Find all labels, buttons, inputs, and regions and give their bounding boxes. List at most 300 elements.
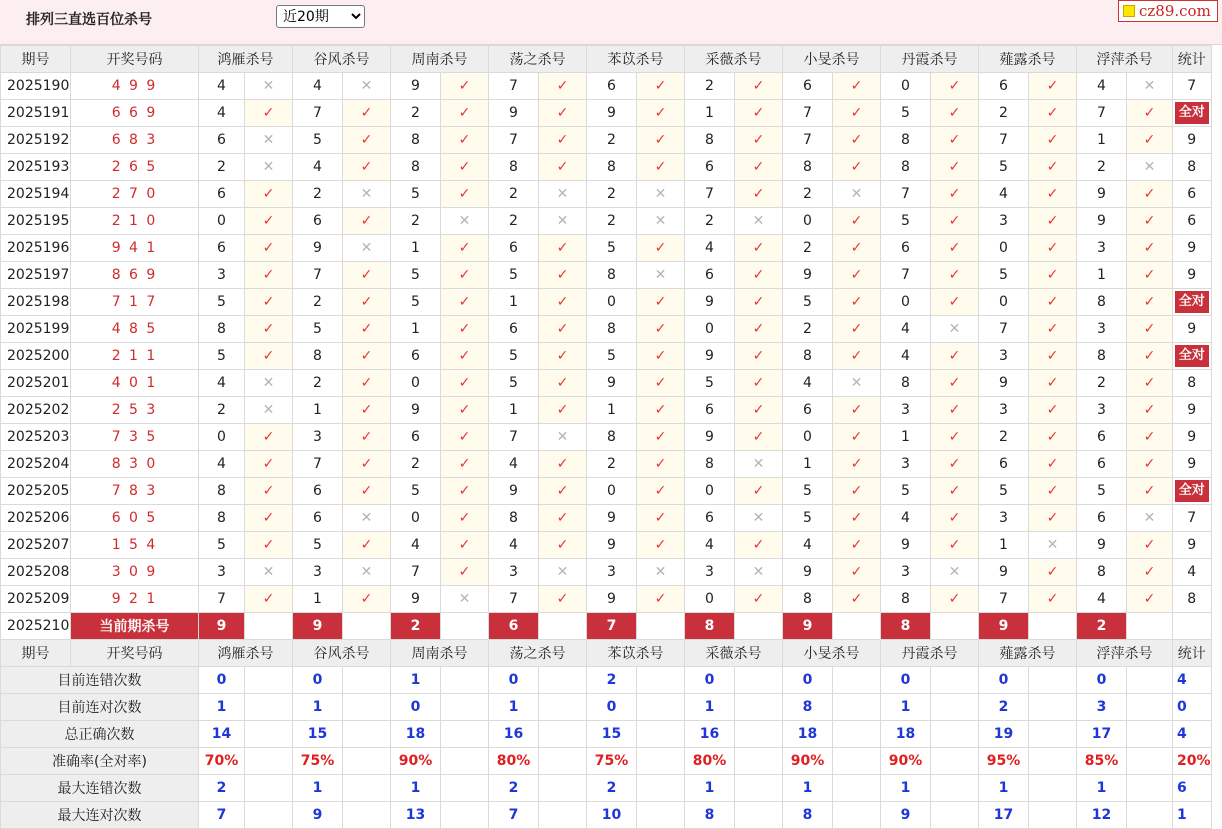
check-icon: ✓ bbox=[735, 316, 783, 343]
period-cell: 2025199 bbox=[1, 316, 71, 343]
summary-value: 16 bbox=[685, 721, 735, 748]
check-icon: ✓ bbox=[1127, 262, 1173, 289]
kill-number-cell: 8 bbox=[783, 154, 833, 181]
summary-value: 19 bbox=[979, 721, 1029, 748]
current-kill-blank bbox=[637, 613, 685, 640]
summary-spacer bbox=[539, 802, 587, 829]
summary-spacer bbox=[931, 694, 979, 721]
kill-number-cell: 7 bbox=[881, 181, 931, 208]
period-cell: 2025209 bbox=[1, 586, 71, 613]
all-correct-badge: 全对 bbox=[1175, 480, 1209, 502]
kill-number-cell: 2 bbox=[587, 208, 637, 235]
kill-number-cell: 7 bbox=[979, 586, 1029, 613]
check-icon: ✓ bbox=[441, 397, 489, 424]
draw-number-cell: 6 0 5 bbox=[71, 505, 199, 532]
kill-number-cell: 9 bbox=[685, 343, 735, 370]
stat-cell: 9 bbox=[1173, 127, 1212, 154]
summary-spacer bbox=[441, 721, 489, 748]
kill-number-cell: 5 bbox=[391, 289, 441, 316]
check-icon: ✓ bbox=[1127, 289, 1173, 316]
kill-number-cell: 4 bbox=[293, 154, 343, 181]
stat-cell: 9 bbox=[1173, 262, 1212, 289]
stat-cell: 7 bbox=[1173, 505, 1212, 532]
summary-value: 1 bbox=[979, 775, 1029, 802]
check-icon: ✓ bbox=[1127, 478, 1173, 505]
kill-number-cell: 4 bbox=[489, 451, 539, 478]
period-cell: 2025201 bbox=[1, 370, 71, 397]
check-icon: ✓ bbox=[441, 262, 489, 289]
table-row bbox=[1, 127, 1212, 154]
check-icon: ✓ bbox=[637, 478, 685, 505]
check-icon: ✓ bbox=[343, 127, 391, 154]
kill-number-cell: 1 bbox=[293, 397, 343, 424]
kill-number-cell: 7 bbox=[979, 316, 1029, 343]
kill-number-cell: 6 bbox=[685, 154, 735, 181]
cross-icon: ✕ bbox=[735, 208, 783, 235]
header-expert: 周南杀号 bbox=[391, 46, 489, 73]
kill-number-cell: 1 bbox=[391, 235, 441, 262]
kill-number-cell: 4 bbox=[489, 532, 539, 559]
stat-cell: 4 bbox=[1173, 559, 1212, 586]
check-icon: ✓ bbox=[245, 532, 293, 559]
check-icon: ✓ bbox=[833, 586, 881, 613]
check-icon: ✓ bbox=[1029, 586, 1077, 613]
check-icon: ✓ bbox=[931, 235, 979, 262]
kill-number-cell: 8 bbox=[783, 343, 833, 370]
header-expert: 薤露杀号 bbox=[979, 46, 1077, 73]
kill-number-cell: 2 bbox=[1077, 154, 1127, 181]
summary-value: 1 bbox=[685, 775, 735, 802]
kill-number-cell: 9 bbox=[783, 262, 833, 289]
header-period: 期号 bbox=[1, 640, 71, 667]
kill-number-cell: 7 bbox=[489, 424, 539, 451]
cross-icon: ✕ bbox=[735, 559, 783, 586]
summary-spacer bbox=[931, 721, 979, 748]
check-icon: ✓ bbox=[343, 343, 391, 370]
check-icon: ✓ bbox=[637, 316, 685, 343]
kill-number-cell: 5 bbox=[979, 262, 1029, 289]
summary-spacer bbox=[539, 721, 587, 748]
kill-number-cell: 5 bbox=[881, 208, 931, 235]
kill-number-cell: 2 bbox=[293, 289, 343, 316]
summary-spacer bbox=[245, 694, 293, 721]
table-row bbox=[1, 451, 1212, 478]
kill-number-cell: 8 bbox=[881, 127, 931, 154]
header-expert: 鸿雁杀号 bbox=[199, 640, 293, 667]
table-row bbox=[1, 73, 1212, 100]
summary-spacer bbox=[637, 802, 685, 829]
summary-value: 0 bbox=[1077, 667, 1127, 694]
summary-value: 1 bbox=[391, 667, 441, 694]
check-icon: ✓ bbox=[539, 235, 587, 262]
check-icon: ✓ bbox=[637, 127, 685, 154]
kill-number-cell: 2 bbox=[199, 397, 245, 424]
check-icon: ✓ bbox=[1127, 424, 1173, 451]
draw-number-cell: 4 9 9 bbox=[71, 73, 199, 100]
summary-label: 总正确次数 bbox=[1, 721, 199, 748]
summary-spacer bbox=[1127, 748, 1173, 775]
current-kill-blank bbox=[441, 613, 489, 640]
check-icon: ✓ bbox=[931, 451, 979, 478]
check-icon: ✓ bbox=[1127, 586, 1173, 613]
check-icon: ✓ bbox=[1127, 370, 1173, 397]
kill-number-cell: 6 bbox=[293, 478, 343, 505]
check-icon: ✓ bbox=[343, 451, 391, 478]
current-kill-number: 9 bbox=[199, 613, 245, 640]
kill-number-cell: 2 bbox=[685, 73, 735, 100]
check-icon: ✓ bbox=[1127, 451, 1173, 478]
current-kill-blank bbox=[539, 613, 587, 640]
draw-number-cell: 2 6 5 bbox=[71, 154, 199, 181]
summary-stat: 20% bbox=[1173, 748, 1212, 775]
cross-icon: ✕ bbox=[637, 181, 685, 208]
check-icon: ✓ bbox=[539, 262, 587, 289]
table-header-row bbox=[1, 46, 1212, 73]
kill-number-cell: 9 bbox=[685, 289, 735, 316]
summary-value: 1 bbox=[199, 694, 245, 721]
kill-number-cell: 4 bbox=[979, 181, 1029, 208]
check-icon: ✓ bbox=[931, 100, 979, 127]
summary-value: 0 bbox=[199, 667, 245, 694]
summary-spacer bbox=[343, 694, 391, 721]
header-stat: 统计 bbox=[1173, 46, 1212, 73]
check-icon: ✓ bbox=[735, 586, 783, 613]
check-icon: ✓ bbox=[931, 532, 979, 559]
kill-number-cell: 5 bbox=[199, 343, 245, 370]
check-icon: ✓ bbox=[1127, 235, 1173, 262]
stat-cell: 9 bbox=[1173, 397, 1212, 424]
kill-number-cell: 8 bbox=[1077, 289, 1127, 316]
check-icon: ✓ bbox=[343, 424, 391, 451]
table-header-row bbox=[1, 640, 1212, 667]
summary-spacer bbox=[539, 667, 587, 694]
check-icon: ✓ bbox=[1029, 235, 1077, 262]
current-kill-blank bbox=[931, 613, 979, 640]
kill-number-cell: 3 bbox=[979, 505, 1029, 532]
period-cell: 2025191 bbox=[1, 100, 71, 127]
cross-icon: ✕ bbox=[833, 181, 881, 208]
period-cell: 2025208 bbox=[1, 559, 71, 586]
summary-spacer bbox=[637, 721, 685, 748]
summary-spacer bbox=[833, 775, 881, 802]
draw-number-cell: 1 5 4 bbox=[71, 532, 199, 559]
summary-value: 1 bbox=[881, 775, 931, 802]
kill-number-cell: 5 bbox=[489, 262, 539, 289]
kill-number-cell: 1 bbox=[881, 424, 931, 451]
kill-number-cell: 7 bbox=[489, 73, 539, 100]
kill-number-cell: 6 bbox=[293, 208, 343, 235]
summary-value: 2 bbox=[587, 667, 637, 694]
check-icon: ✓ bbox=[245, 235, 293, 262]
period-cell: 2025194 bbox=[1, 181, 71, 208]
draw-number-cell: 3 0 9 bbox=[71, 559, 199, 586]
summary-value: 0 bbox=[979, 667, 1029, 694]
check-icon: ✓ bbox=[735, 343, 783, 370]
kill-number-cell: 4 bbox=[783, 532, 833, 559]
kill-number-cell: 1 bbox=[1077, 127, 1127, 154]
site-logo[interactable] bbox=[1118, 0, 1218, 22]
kill-number-cell: 2 bbox=[293, 370, 343, 397]
period-range-select[interactable] bbox=[276, 5, 365, 28]
check-icon: ✓ bbox=[441, 289, 489, 316]
cross-icon: ✕ bbox=[931, 559, 979, 586]
draw-number-cell: 2 1 0 bbox=[71, 208, 199, 235]
kill-number-cell: 6 bbox=[979, 73, 1029, 100]
table-row bbox=[1, 262, 1212, 289]
stat-cell bbox=[1173, 343, 1212, 370]
check-icon: ✓ bbox=[539, 154, 587, 181]
kill-number-cell: 5 bbox=[293, 532, 343, 559]
logo-square-icon bbox=[1123, 5, 1135, 17]
kill-number-cell: 9 bbox=[587, 100, 637, 127]
summary-spacer bbox=[1029, 775, 1077, 802]
summary-row bbox=[1, 775, 1212, 802]
cross-icon: ✕ bbox=[735, 505, 783, 532]
kill-number-cell: 9 bbox=[587, 532, 637, 559]
current-kill-blank bbox=[833, 613, 881, 640]
current-kill-number: 8 bbox=[881, 613, 931, 640]
kill-number-cell: 7 bbox=[293, 451, 343, 478]
check-icon: ✓ bbox=[931, 586, 979, 613]
period-cell: 2025200 bbox=[1, 343, 71, 370]
kill-number-cell: 9 bbox=[391, 586, 441, 613]
summary-value: 1 bbox=[685, 694, 735, 721]
summary-row bbox=[1, 802, 1212, 829]
cross-icon: ✕ bbox=[1029, 532, 1077, 559]
check-icon: ✓ bbox=[539, 397, 587, 424]
check-icon: ✓ bbox=[539, 532, 587, 559]
kill-number-cell: 2 bbox=[391, 208, 441, 235]
cross-icon: ✕ bbox=[245, 370, 293, 397]
check-icon: ✓ bbox=[343, 370, 391, 397]
summary-spacer bbox=[735, 802, 783, 829]
check-icon: ✓ bbox=[441, 505, 489, 532]
kill-number-cell: 6 bbox=[685, 505, 735, 532]
kill-number-cell: 4 bbox=[685, 532, 735, 559]
cross-icon: ✕ bbox=[343, 559, 391, 586]
check-icon: ✓ bbox=[637, 235, 685, 262]
summary-value: 70% bbox=[199, 748, 245, 775]
kill-number-cell: 3 bbox=[979, 343, 1029, 370]
check-icon: ✓ bbox=[343, 586, 391, 613]
kill-number-cell: 6 bbox=[685, 262, 735, 289]
kill-number-cell: 5 bbox=[199, 289, 245, 316]
summary-value: 7 bbox=[489, 802, 539, 829]
check-icon: ✓ bbox=[539, 451, 587, 478]
kill-number-cell: 6 bbox=[293, 505, 343, 532]
check-icon: ✓ bbox=[833, 235, 881, 262]
kill-number-cell: 3 bbox=[587, 559, 637, 586]
check-icon: ✓ bbox=[441, 235, 489, 262]
kill-number-cell: 2 bbox=[979, 424, 1029, 451]
summary-stat: 0 bbox=[1173, 694, 1212, 721]
check-icon: ✓ bbox=[931, 289, 979, 316]
check-icon: ✓ bbox=[245, 343, 293, 370]
summary-spacer bbox=[1127, 694, 1173, 721]
header-draw: 开奖号码 bbox=[71, 46, 199, 73]
summary-value: 2 bbox=[979, 694, 1029, 721]
cross-icon: ✕ bbox=[1127, 505, 1173, 532]
check-icon: ✓ bbox=[833, 478, 881, 505]
kill-number-cell: 7 bbox=[685, 181, 735, 208]
current-period-row bbox=[1, 613, 1212, 640]
cross-icon: ✕ bbox=[245, 397, 293, 424]
check-icon: ✓ bbox=[441, 343, 489, 370]
kill-number-cell: 1 bbox=[391, 316, 441, 343]
current-kill-blank bbox=[1127, 613, 1173, 640]
summary-spacer bbox=[343, 775, 391, 802]
kill-number-cell: 1 bbox=[1077, 262, 1127, 289]
draw-number-cell: 7 3 5 bbox=[71, 424, 199, 451]
page-header bbox=[0, 0, 1222, 45]
kill-number-cell: 1 bbox=[489, 397, 539, 424]
check-icon: ✓ bbox=[539, 127, 587, 154]
stat-cell: 7 bbox=[1173, 73, 1212, 100]
current-kill-number: 7 bbox=[587, 613, 637, 640]
summary-spacer bbox=[735, 667, 783, 694]
summary-value: 90% bbox=[783, 748, 833, 775]
summary-spacer bbox=[735, 775, 783, 802]
kill-number-cell: 5 bbox=[391, 478, 441, 505]
kill-number-cell: 9 bbox=[587, 586, 637, 613]
check-icon: ✓ bbox=[637, 289, 685, 316]
summary-value: 90% bbox=[881, 748, 931, 775]
kill-number-cell: 0 bbox=[199, 424, 245, 451]
current-kill-blank bbox=[735, 613, 783, 640]
check-icon: ✓ bbox=[1029, 424, 1077, 451]
stat-cell: 9 bbox=[1173, 451, 1212, 478]
kill-number-cell: 7 bbox=[1077, 100, 1127, 127]
kill-number-cell: 5 bbox=[391, 181, 441, 208]
check-icon: ✓ bbox=[1029, 289, 1077, 316]
check-icon: ✓ bbox=[539, 505, 587, 532]
summary-spacer bbox=[245, 802, 293, 829]
logo-text: cz89.com bbox=[1139, 2, 1211, 20]
kill-number-cell: 8 bbox=[587, 316, 637, 343]
header-expert: 谷风杀号 bbox=[293, 46, 391, 73]
header-expert: 鸿雁杀号 bbox=[199, 46, 293, 73]
summary-spacer bbox=[539, 694, 587, 721]
check-icon: ✓ bbox=[637, 73, 685, 100]
check-icon: ✓ bbox=[245, 289, 293, 316]
summary-value: 1 bbox=[391, 775, 441, 802]
check-icon: ✓ bbox=[931, 127, 979, 154]
check-icon: ✓ bbox=[833, 154, 881, 181]
summary-value: 17 bbox=[979, 802, 1029, 829]
period-cell: 2025204 bbox=[1, 451, 71, 478]
header-expert: 小旻杀号 bbox=[783, 46, 881, 73]
table-row bbox=[1, 397, 1212, 424]
summary-value: 1 bbox=[293, 694, 343, 721]
check-icon: ✓ bbox=[343, 478, 391, 505]
kill-number-cell: 9 bbox=[1077, 181, 1127, 208]
period-cell: 2025207 bbox=[1, 532, 71, 559]
kill-number-cell: 8 bbox=[783, 586, 833, 613]
summary-value: 0 bbox=[783, 667, 833, 694]
period-cell: 2025202 bbox=[1, 397, 71, 424]
kill-number-cell: 2 bbox=[979, 100, 1029, 127]
summary-value: 9 bbox=[881, 802, 931, 829]
table-row bbox=[1, 505, 1212, 532]
summary-value: 9 bbox=[293, 802, 343, 829]
check-icon: ✓ bbox=[735, 100, 783, 127]
check-icon: ✓ bbox=[833, 100, 881, 127]
check-icon: ✓ bbox=[441, 559, 489, 586]
kill-number-cell: 8 bbox=[293, 343, 343, 370]
summary-value: 8 bbox=[783, 802, 833, 829]
kill-number-cell: 2 bbox=[489, 208, 539, 235]
kill-number-cell: 4 bbox=[293, 73, 343, 100]
kill-number-cell: 9 bbox=[979, 370, 1029, 397]
kill-number-cell: 9 bbox=[391, 397, 441, 424]
kill-number-cell: 4 bbox=[391, 532, 441, 559]
summary-value: 0 bbox=[685, 667, 735, 694]
kill-number-cell: 0 bbox=[979, 289, 1029, 316]
summary-spacer bbox=[637, 775, 685, 802]
kill-number-cell: 6 bbox=[783, 397, 833, 424]
period-cell: 2025198 bbox=[1, 289, 71, 316]
kill-number-cell: 0 bbox=[685, 478, 735, 505]
cross-icon: ✕ bbox=[245, 559, 293, 586]
stat-cell: 6 bbox=[1173, 181, 1212, 208]
summary-value: 75% bbox=[587, 748, 637, 775]
summary-spacer bbox=[343, 721, 391, 748]
kill-number-cell: 5 bbox=[587, 343, 637, 370]
stat-cell: 8 bbox=[1173, 154, 1212, 181]
check-icon: ✓ bbox=[441, 478, 489, 505]
kill-number-cell: 4 bbox=[1077, 73, 1127, 100]
kill-number-cell: 3 bbox=[881, 397, 931, 424]
kill-number-cell: 2 bbox=[489, 181, 539, 208]
check-icon: ✓ bbox=[833, 208, 881, 235]
table-row bbox=[1, 208, 1212, 235]
kill-number-cell: 4 bbox=[881, 343, 931, 370]
period-cell: 2025203 bbox=[1, 424, 71, 451]
kill-number-cell: 2 bbox=[587, 127, 637, 154]
kill-number-cell: 7 bbox=[783, 100, 833, 127]
check-icon: ✓ bbox=[539, 370, 587, 397]
all-correct-badge: 全对 bbox=[1175, 345, 1209, 367]
period-cell: 2025206 bbox=[1, 505, 71, 532]
summary-spacer bbox=[441, 775, 489, 802]
kill-number-cell: 5 bbox=[1077, 478, 1127, 505]
check-icon: ✓ bbox=[637, 154, 685, 181]
header-expert: 丹霞杀号 bbox=[881, 640, 979, 667]
cross-icon: ✕ bbox=[245, 154, 293, 181]
check-icon: ✓ bbox=[833, 262, 881, 289]
table-row bbox=[1, 424, 1212, 451]
cross-icon: ✕ bbox=[637, 559, 685, 586]
kill-number-cell: 9 bbox=[783, 559, 833, 586]
kill-number-cell: 2 bbox=[391, 451, 441, 478]
header-expert: 谷风杀号 bbox=[293, 640, 391, 667]
check-icon: ✓ bbox=[735, 532, 783, 559]
table-row bbox=[1, 235, 1212, 262]
current-stat-blank bbox=[1173, 613, 1212, 640]
summary-spacer bbox=[637, 694, 685, 721]
kill-number-cell: 6 bbox=[199, 235, 245, 262]
check-icon: ✓ bbox=[441, 154, 489, 181]
current-kill-number: 6 bbox=[489, 613, 539, 640]
period-cell: 2025196 bbox=[1, 235, 71, 262]
kill-number-cell: 9 bbox=[685, 424, 735, 451]
cross-icon: ✕ bbox=[833, 370, 881, 397]
kill-number-cell: 6 bbox=[199, 127, 245, 154]
stat-cell bbox=[1173, 478, 1212, 505]
summary-value: 18 bbox=[391, 721, 441, 748]
kill-number-cell: 3 bbox=[685, 559, 735, 586]
kill-number-cell: 9 bbox=[489, 100, 539, 127]
